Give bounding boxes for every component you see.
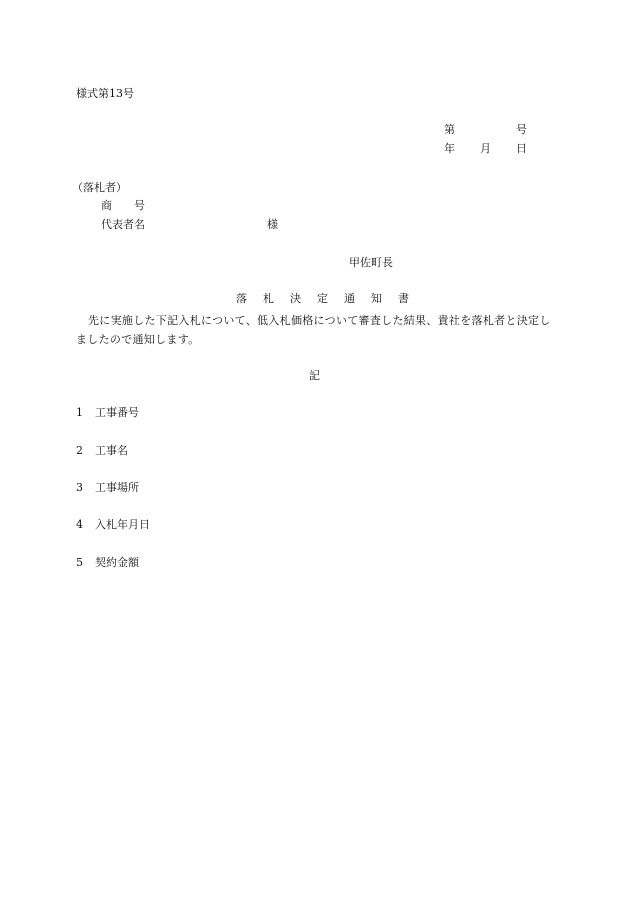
date-day: 日 xyxy=(516,142,527,155)
doc-number-prefix: 第 xyxy=(444,123,455,136)
title-char: 知 xyxy=(371,292,382,305)
list-item xyxy=(76,556,139,570)
item-number: 5 xyxy=(76,556,83,569)
date-year: 年 xyxy=(444,142,455,155)
title-char: 定 xyxy=(317,292,328,305)
title-char: 書 xyxy=(398,292,409,305)
title-char: 決 xyxy=(290,292,301,305)
title-char: 通 xyxy=(344,292,355,305)
item-label: 入札年月日 xyxy=(95,518,150,531)
list-item xyxy=(76,406,139,420)
item-label: 工事名 xyxy=(95,444,128,457)
sender-name: 甲佐町長 xyxy=(349,256,393,269)
body-paragraph: 先に実施した下記入札について、低入札価格について審査した結果、貴社を落札者と決定しましたので通知します。 xyxy=(76,314,551,346)
title-char: 落 xyxy=(236,292,247,305)
representative-label: 代表者名 xyxy=(101,218,145,231)
document-title xyxy=(236,292,425,306)
title-char: 札 xyxy=(263,292,274,305)
doc-number-suffix: 号 xyxy=(516,123,527,136)
item-label: 工事番号 xyxy=(95,406,139,419)
item-number: 4 xyxy=(76,518,83,531)
item-number: 1 xyxy=(76,406,83,419)
recipient-heading: （落札者） xyxy=(72,181,127,194)
ki-heading: 記 xyxy=(309,369,320,382)
list-item xyxy=(76,518,150,532)
form-number: 様式第13号 xyxy=(76,87,134,100)
honorific: 様 xyxy=(267,218,278,231)
date-month: 月 xyxy=(480,142,491,155)
item-label: 契約金額 xyxy=(95,556,139,569)
list-item xyxy=(76,481,139,495)
company-label: 商 号 xyxy=(101,199,145,212)
list-item xyxy=(76,444,128,458)
item-number: 3 xyxy=(76,481,83,494)
item-number: 2 xyxy=(76,444,83,457)
item-label: 工事場所 xyxy=(95,481,139,494)
